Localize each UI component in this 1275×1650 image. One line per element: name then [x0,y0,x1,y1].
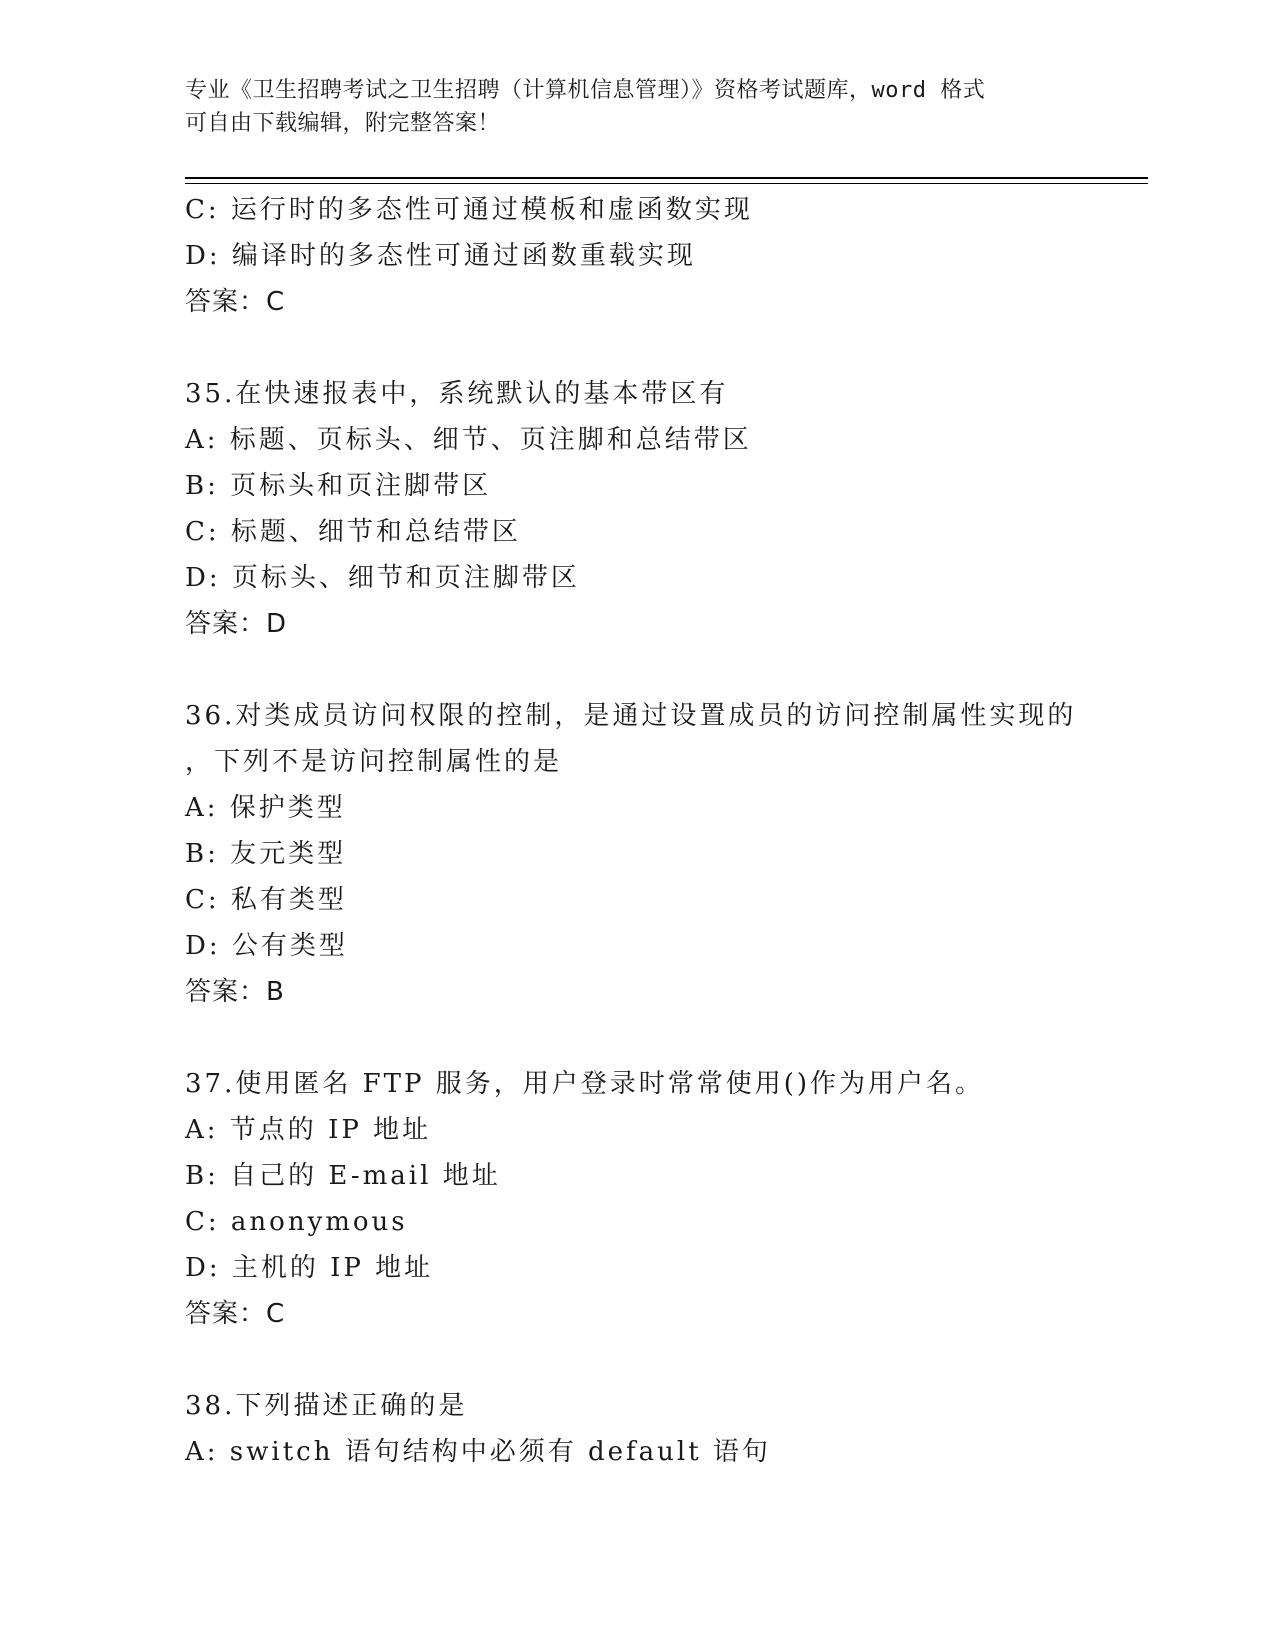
option-a: A: switch 语句结构中必须有 default 语句 [185,1437,771,1467]
option-b: B: 友元类型 [185,839,347,869]
option-c: C: anonymous [185,1207,408,1237]
spacer [185,647,1145,693]
spacer [185,1015,1145,1061]
question-35 [185,371,1145,647]
question-stem: 37.使用匿名 FTP 服务，用户登录时常常使用()作为用户名。 [185,1069,985,1099]
question-stem: 36.对类成员访问权限的控制，是通过设置成员的访问控制属性实现的 [185,701,1077,731]
spacer [185,1337,1145,1383]
option-a: A: 标题、页标头、细节、页注脚和总结带区 [185,425,752,455]
question-continued [185,187,1145,325]
question-stem: 38.下列描述正确的是 [185,1391,468,1421]
option-a: A: 保护类型 [185,793,346,823]
option-d: D: 公有类型 [185,931,348,961]
header-divider-thick [185,177,1148,179]
question-36 [185,693,1145,1015]
answer-line: 答案：C [185,1299,286,1329]
option-d: D: 主机的 IP 地址 [185,1253,434,1283]
question-37 [185,1061,1145,1337]
option-b: B: 页标头和页注脚带区 [185,471,492,501]
option-a: A: 节点的 IP 地址 [185,1115,432,1145]
option-b: B: 自己的 E-mail 地址 [185,1161,501,1191]
question-38 [185,1383,1145,1475]
question-stem: 35.在快速报表中，系统默认的基本带区有 [185,379,729,409]
header-divider-thin [185,183,1148,184]
header-title-line-2: 可自由下载编辑，附完整答案！ [185,111,501,136]
option-d: D: 页标头、细节和页注脚带区 [185,563,580,593]
option-d: D: 编译时的多态性可通过函数重载实现 [185,241,696,271]
option-c: C: 标题、细节和总结带区 [185,517,521,547]
answer-line: 答案：B [185,977,285,1007]
spacer [185,325,1145,371]
answer-line: 答案：D [185,609,288,639]
option-c: C: 私有类型 [185,885,347,915]
question-list [185,187,1145,1475]
option-c: C: 运行时的多态性可通过模板和虚函数实现 [185,195,753,225]
answer-line: 答案：C [185,287,286,317]
document-header [185,74,1085,140]
question-stem-continued: ，下列不是访问控制属性的是 [185,747,563,777]
header-title-line-1: 专业《卫生招聘考试之卫生招聘（计算机信息管理）》资格考试题库，word 格式 [185,78,986,103]
